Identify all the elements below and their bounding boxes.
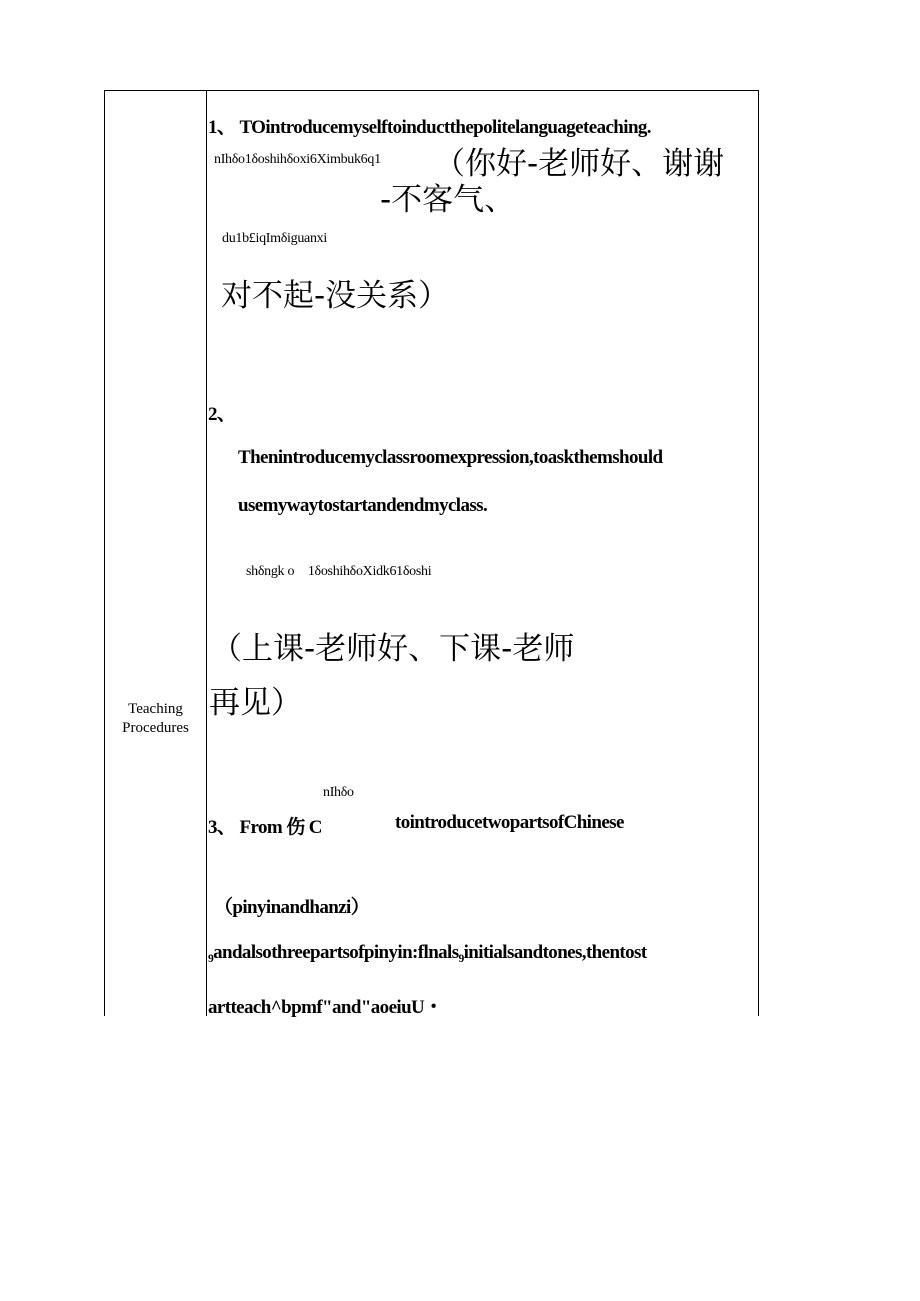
row-label-line2: Procedures — [122, 720, 189, 736]
item2-chinese-line1: （上课-老师好、下课-老师 — [211, 631, 575, 667]
item3-pinyin: nIhδo — [323, 785, 354, 800]
item1-chinese-line1b: -不客气、 — [380, 182, 516, 218]
item2-number: 2、 — [208, 404, 236, 425]
table-column-divider — [206, 90, 207, 1016]
table-left-border — [104, 90, 105, 1016]
item2-chinese-line2: 再见） — [209, 685, 302, 721]
item2-text-line2: usemywaytostartandendmyclass. — [238, 495, 488, 516]
item1-pinyin-line1: nIhδo1δoshihδoxi6Ximbuk6q1 — [214, 152, 381, 167]
item3-text-line1: tointroducetwopartsofChinese — [395, 812, 624, 833]
item3-prefix: 3、 From 伤 C — [208, 817, 322, 838]
item2-text-line1: Thenintroducemyclassroomexpression,toaskthemshould — [238, 447, 663, 468]
row-label-cell — [105, 700, 206, 738]
item3-text-line3: ₉andalsothreepartsofpinyin:flnals₉initialsandtones,thentost — [208, 942, 647, 963]
item3-text-line4: artteach^bpmf"and"aoeiuU・ — [208, 997, 443, 1018]
item1-heading: 1、 TOintroducemyselftoinductthepolitelanguageteaching. — [208, 117, 651, 138]
table-top-border — [104, 90, 759, 91]
item3-text-line2: （pinyinandhanzi） — [214, 897, 370, 918]
item1-chinese-line2: 对不起-没关系） — [221, 278, 450, 314]
item1-pinyin-line2: du1b£iqImδiguanxi — [222, 231, 327, 246]
item1-chinese-line1: （你好-老师好、谢谢 — [434, 146, 725, 182]
row-label-line1: Teaching — [128, 701, 183, 717]
item2-pinyin: shδngk o 1δoshihδoXidk61δoshi — [246, 564, 432, 579]
table-right-border — [758, 90, 759, 1016]
